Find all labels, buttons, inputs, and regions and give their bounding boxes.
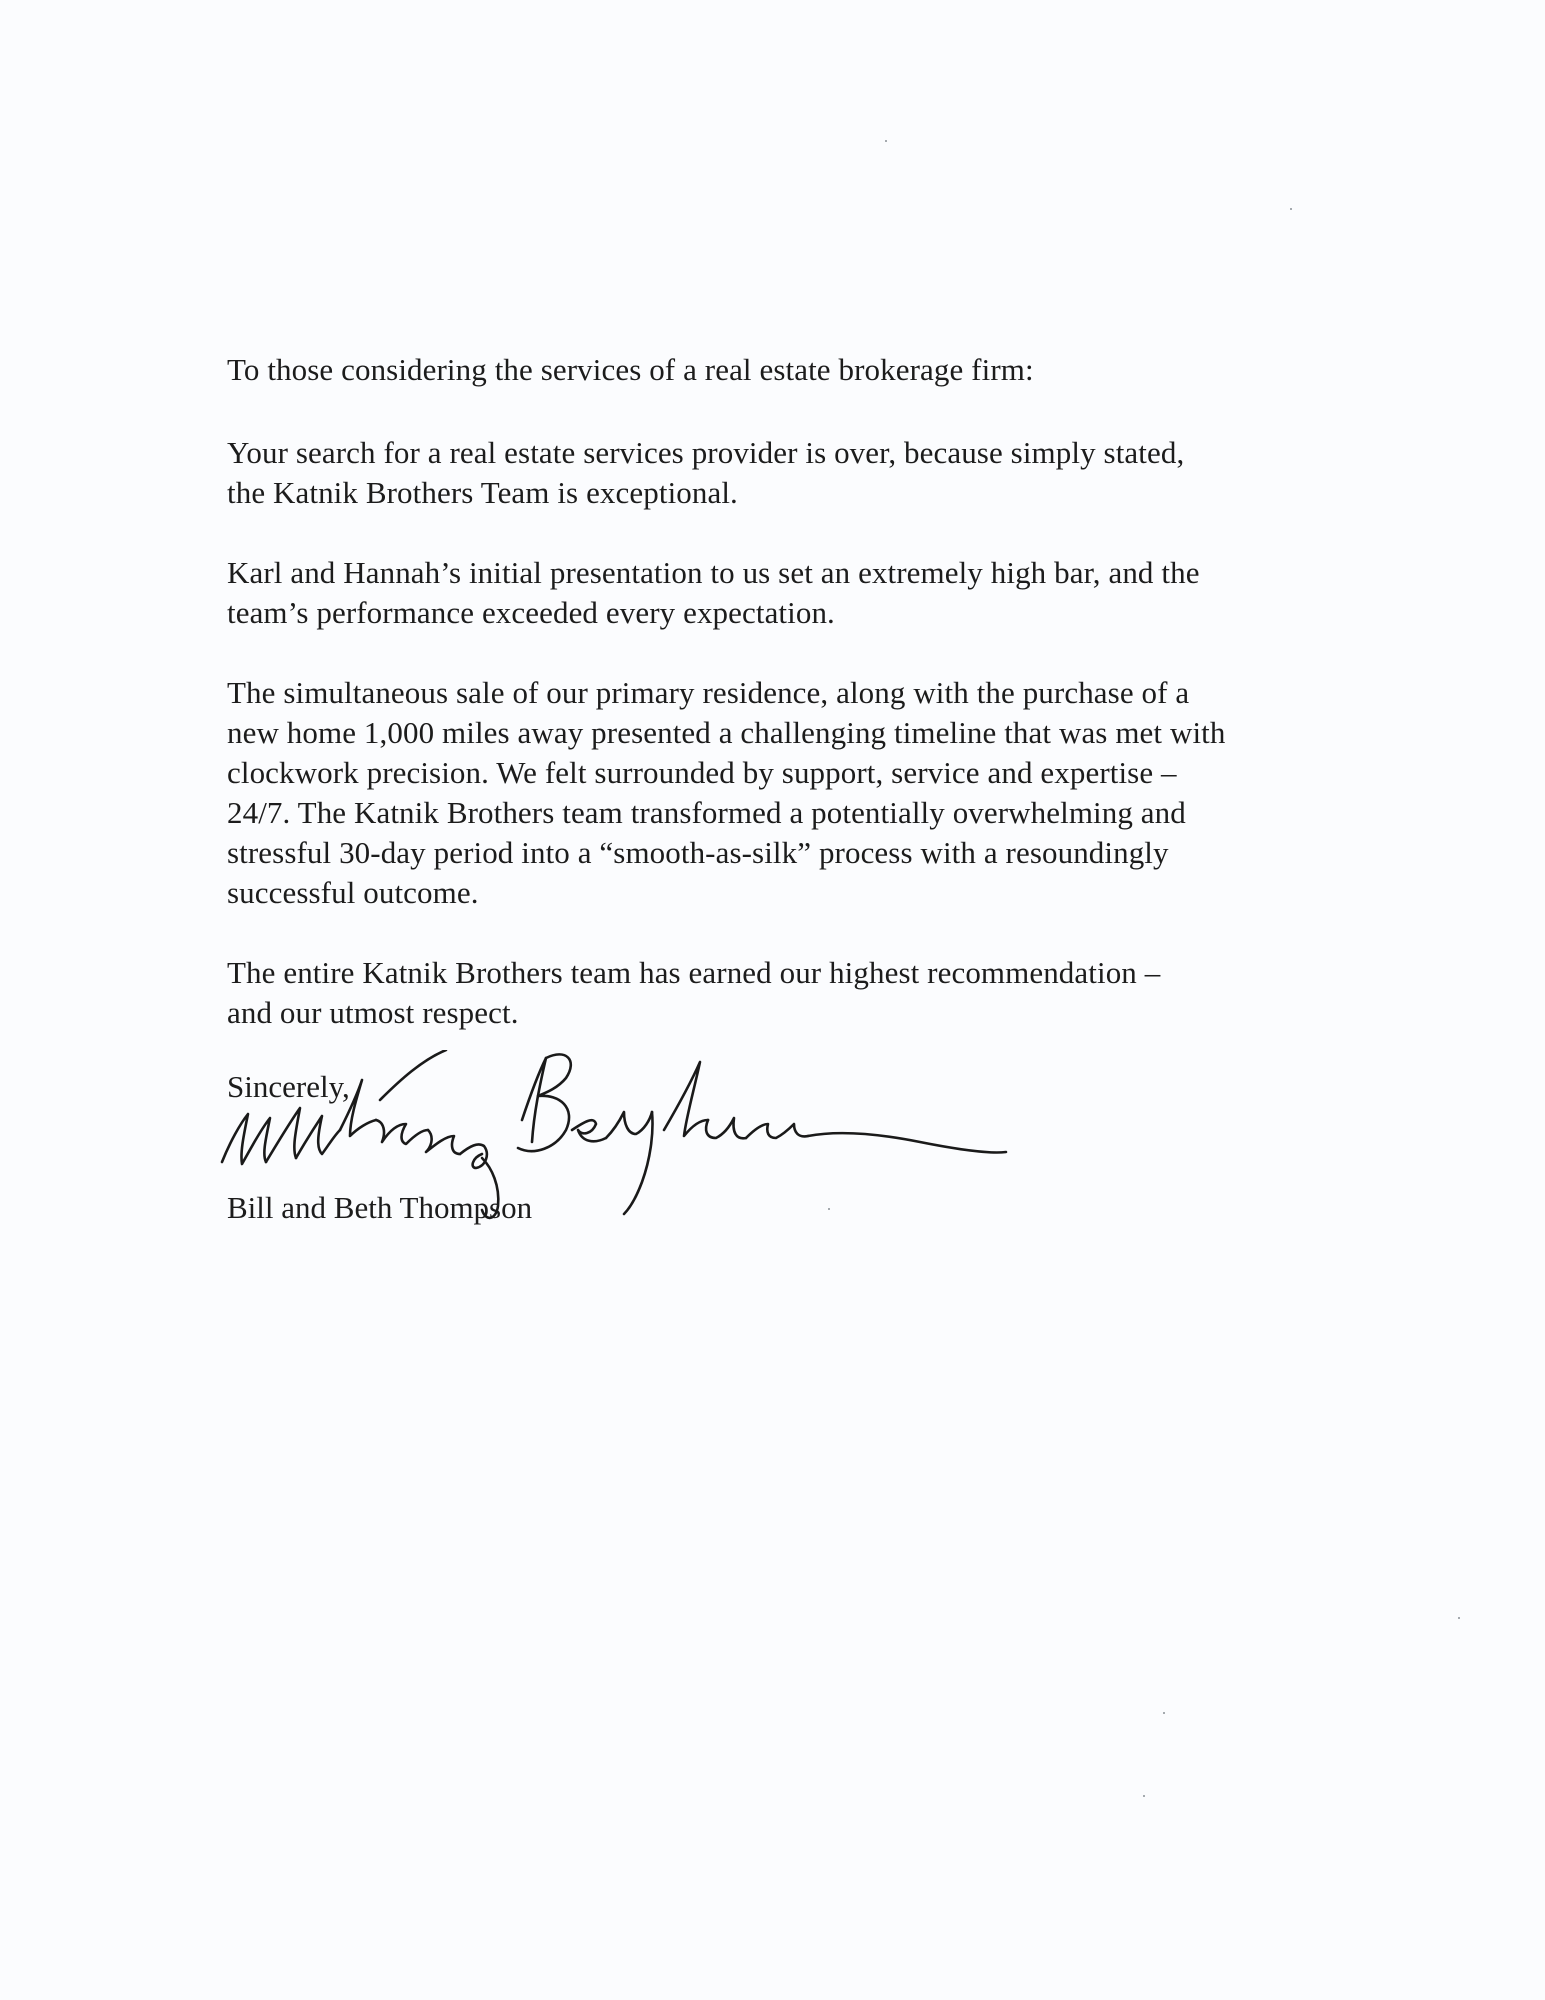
- signer-name: Bill and Beth Thompson: [227, 1190, 533, 1225]
- letter-greeting: [227, 350, 1367, 390]
- paragraph-line: Karl and Hannah’s initial presentation to us set an extremely high bar, and the: [227, 555, 1200, 590]
- scan-speck: [885, 140, 887, 142]
- paragraph-line: The entire Katnik Brothers team has earned our highest recommendation –: [227, 955, 1161, 990]
- scan-speck: [1143, 1795, 1145, 1797]
- paragraph-line: the Katnik Brothers Team is exceptional.: [227, 475, 738, 510]
- paragraph-line: successful outcome.: [227, 875, 479, 910]
- scan-speck: [1163, 1712, 1165, 1714]
- scan-speck: [828, 1208, 830, 1210]
- greeting-line: To those considering the services of a real estate brokerage firm:: [227, 352, 1034, 387]
- paragraph-line: new home 1,000 miles away presented a challenging timeline that was met with: [227, 715, 1226, 750]
- paragraph-presentation: [227, 553, 1367, 633]
- paragraph-line: team’s performance exceeded every expectation.: [227, 595, 835, 630]
- letter-body: [227, 350, 1367, 1073]
- paragraph-recommendation: [227, 953, 1367, 1033]
- paragraph-line: The simultaneous sale of our primary residence, along with the purchase of a: [227, 675, 1190, 710]
- paragraph-line: and our utmost respect.: [227, 995, 519, 1030]
- scan-speck: [1458, 1617, 1460, 1619]
- paragraph-sale: [227, 673, 1367, 913]
- paragraph-line: clockwork precision. We felt surrounded by support, service and expertise –: [227, 755, 1177, 790]
- scan-speck: [1290, 208, 1292, 210]
- paragraph-line: 24/7. The Katnik Brothers team transformed a potentially overwhelming and: [227, 795, 1186, 830]
- paragraph-line: Your search for a real estate services provider is over, because simply stated,: [227, 435, 1185, 470]
- paragraph-line: stressful 30-day period into a “smooth-as-silk” process with a resoundingly: [227, 835, 1169, 870]
- paragraph-intro: [227, 433, 1367, 513]
- letter-closing: Sincerely,: [227, 1069, 350, 1104]
